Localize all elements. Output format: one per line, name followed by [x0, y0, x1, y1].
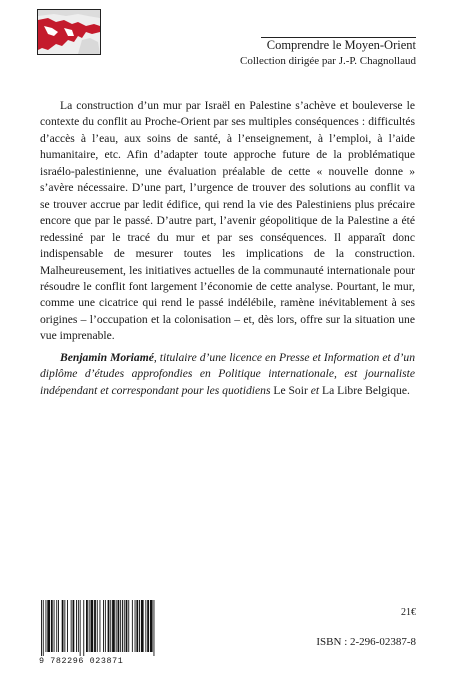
isbn: ISBN : 2-296-02387-8: [316, 636, 416, 648]
back-cover-blurb: La construction d’un mur par Israël en Palestine s’achève et bouleverse le contexte du conflit au Proche-Orient par ses multiples conséquences : difficultés d’accès à l’eau, aux soins de santé, à l’enseignement, à l’emploi, à l’aide humanitaire, etc. Afin d’adapter toute approche future de la problématique israélo-palestinienne, une évaluation préalable de cette « nouvelle donne » s’avère nécessaire. D’une part, l’urgence de trouver des solutions au conflit va se trouver accrue par ledit édifice, qui rend la vie des Palestiniens plus précaire encore que par le passé. D’autre part, l’avenir géopolitique de la Palestine a été redessiné par le tracé du mur et par ses conséquences. Il apparaît donc indispensable de mesurer toutes les implications de la construction. Malheureusement, les initiatives actuelles de la communauté internationale pour résoudre le conflit font largement l’économie de cette analyse. Pourtant, le mur, comme une cicatrice qui rend le passé indélébile, ramène inévitablement à ses origines – l’occupation et la colonisation – et, dès lors, offre sur la situation une vue imprenable.: [40, 99, 415, 343]
newspaper-name: La Libre Belgique: [321, 383, 407, 397]
middle-east-map-icon: [38, 10, 100, 54]
ean-13-barcode-icon: [39, 600, 159, 656]
price: 21€: [401, 607, 416, 618]
bio-text: , titulaire d’une licence en Presse et Information et d’un diplôme d’études approfondies en Politique internationale, est journaliste indépendant et correspondant pour les quotidiens: [40, 351, 416, 397]
series-info: [176, 36, 416, 68]
barcode: [39, 600, 159, 668]
bio-conjunction: et: [307, 383, 322, 397]
newspaper-name: Le Soir: [273, 383, 308, 397]
author-bio: [40, 350, 415, 399]
author-name: Benjamin Moriamé: [60, 351, 154, 364]
barcode-digits: 9 782296 023871: [39, 656, 124, 666]
bio-end: .: [406, 383, 410, 397]
series-director: Collection dirigée par J.-P. Chagnollaud: [240, 55, 416, 67]
series-title: Comprendre le Moyen-Orient: [261, 37, 416, 53]
series-logo: [37, 9, 101, 55]
